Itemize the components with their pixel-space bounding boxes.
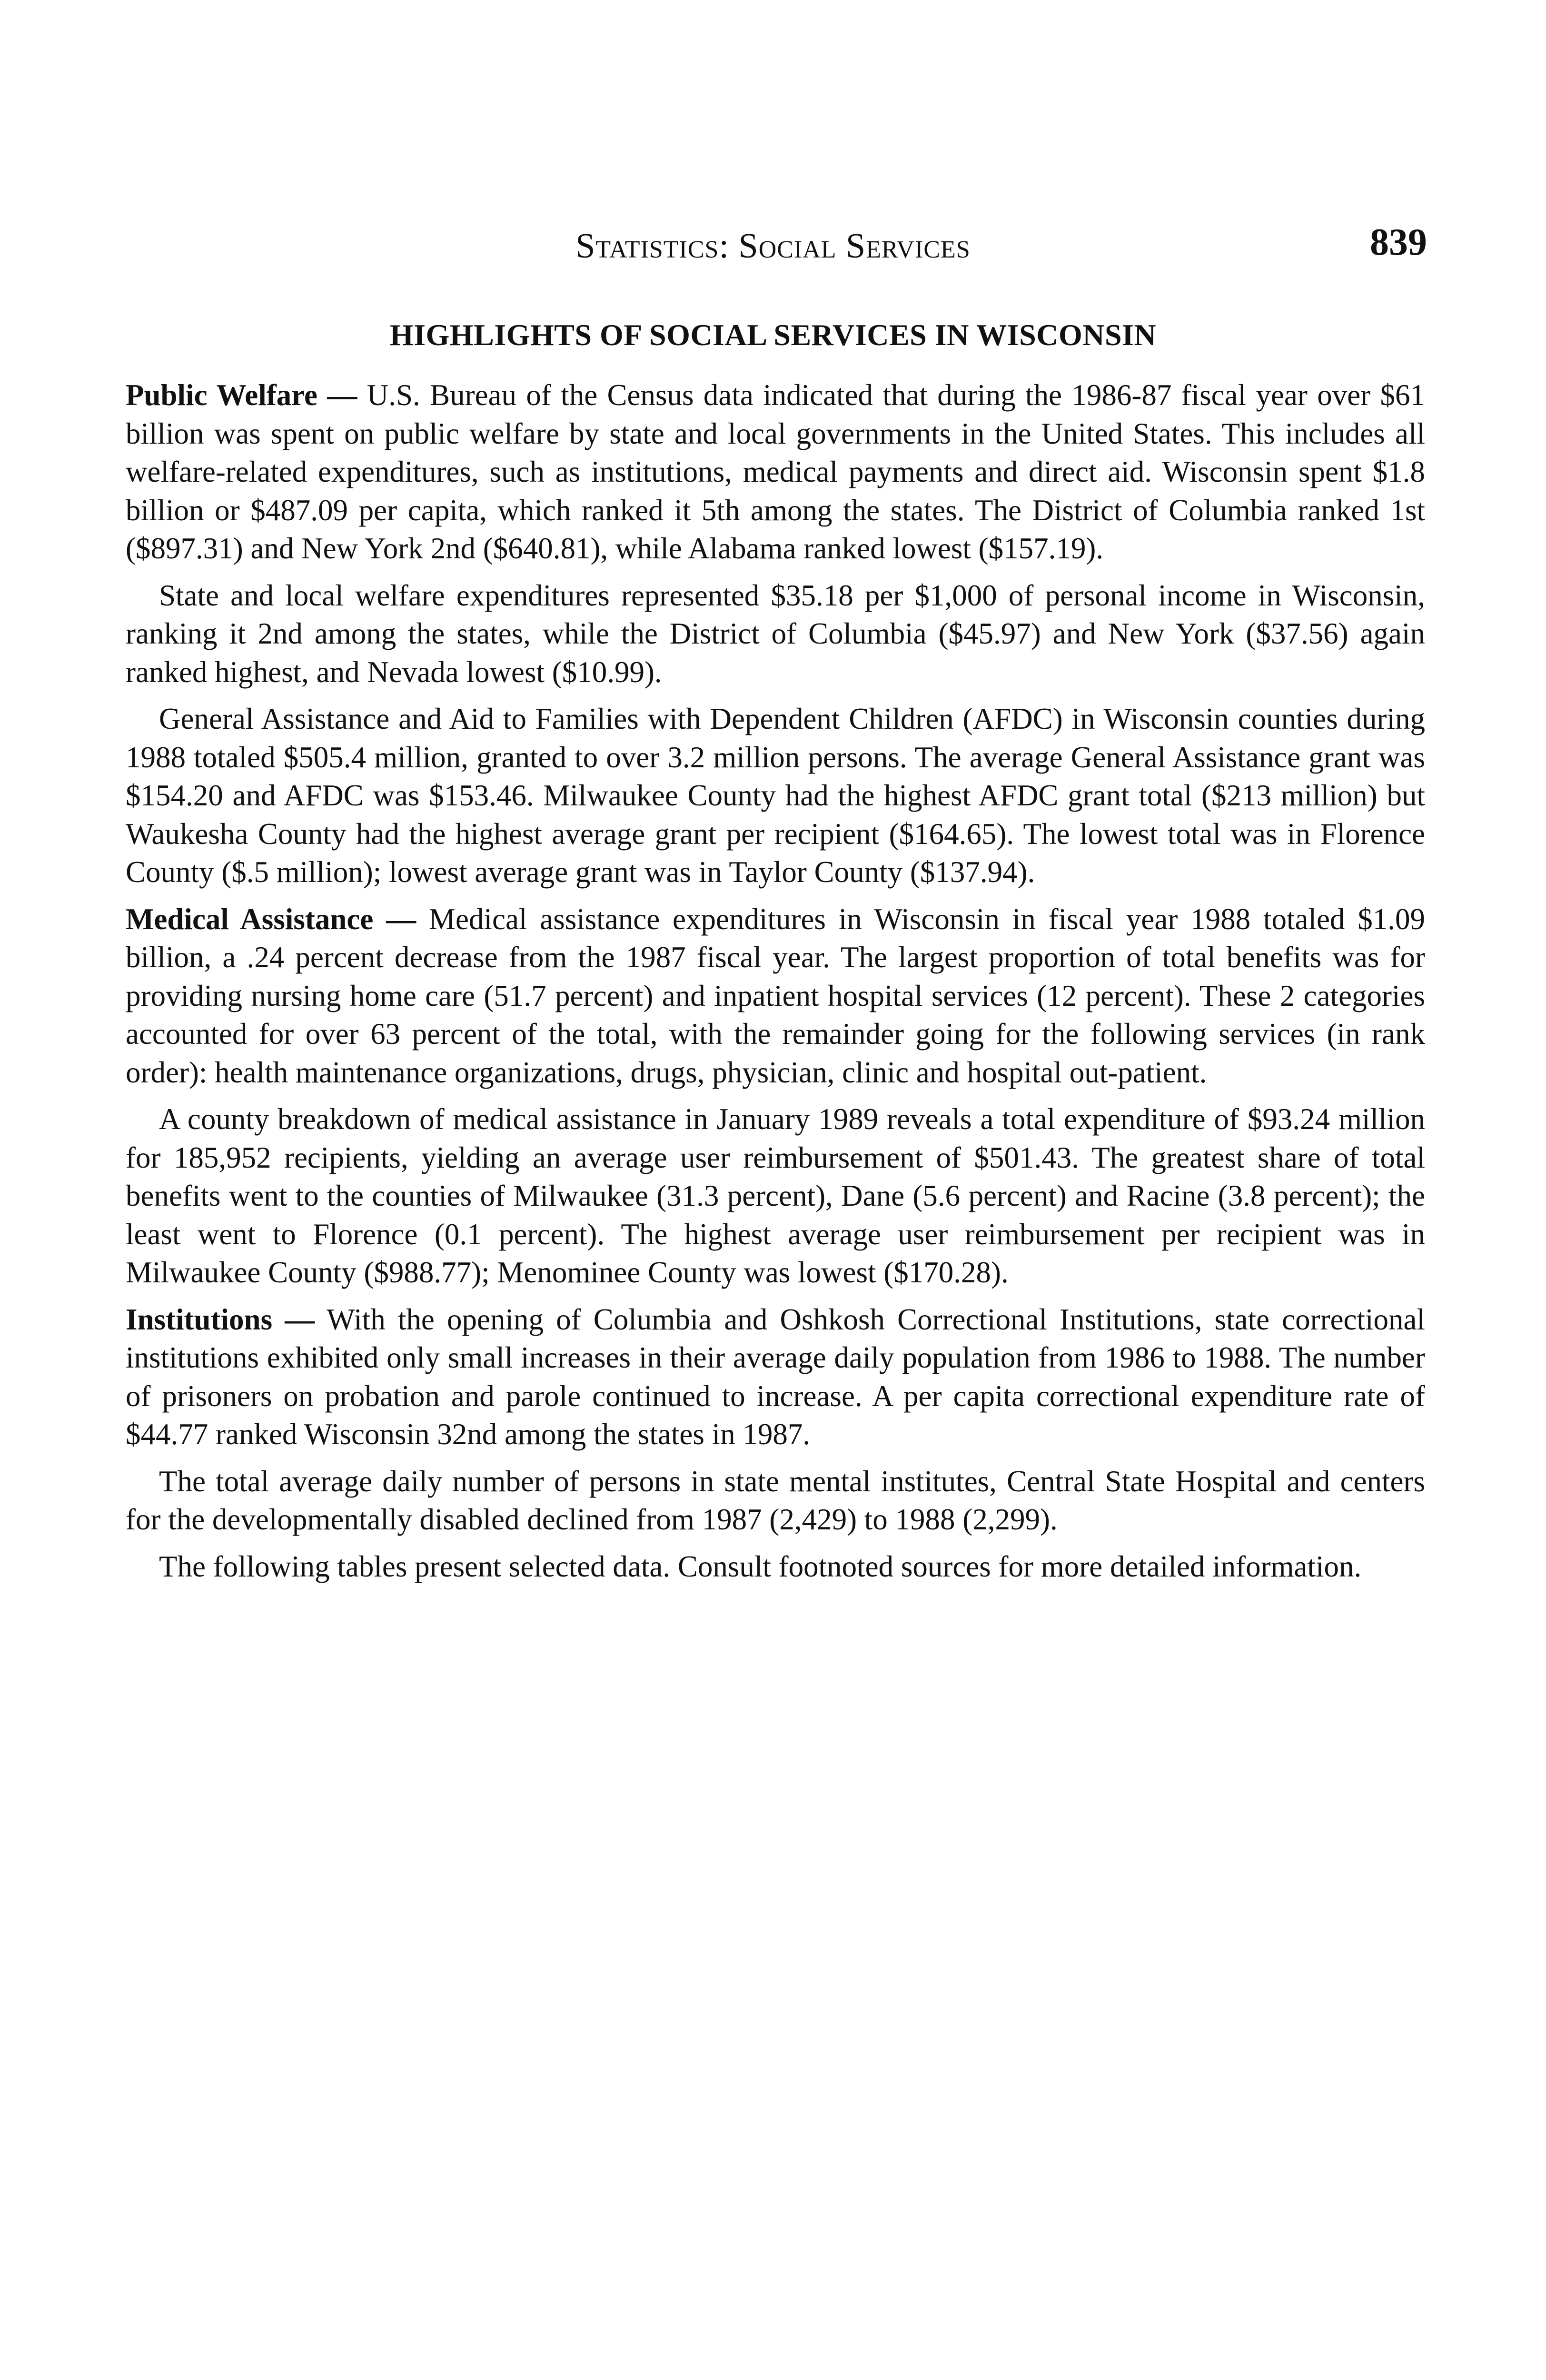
medical-assistance-paragraph-2: A county breakdown of medical assistance in January 1989 reveals a total expenditure of $93.24 million for 185,952 recipients, yielding an average user reimbursement of $501.43. The greatest share of total benefits went to the counties of Milwaukee (31.3 percent), Dane (5.6 percent) and Racine (3.8 percent); the least went to Florence (0.1 percent). The highest average user reimbursement per recipient was in Milwaukee County ($988.77); Menominee County was lowest ($170.28).: [126, 1102, 1425, 1289]
medical-assistance-paragraph-1: [126, 900, 1425, 1092]
institutions-paragraph-2: The total average daily number of persons in state mental institutes, Central State Hospital and centers for the developmentally disabled declined from 1987 (2,429) to 1988 (2,299).: [126, 1464, 1425, 1536]
paragraph-text: With the opening of Columbia and Oshkosh Correctional Institutions, state correctional institutions exhibited only small increases in their average daily population from 1986 to 1988. The number of prisoners on probation and parole continued to increase. A per capita correctional expenditure rate of $44.77 ranked Wisconsin 32nd among the states in 1987.: [126, 1302, 1425, 1451]
running-head: Statistics: Social Services: [575, 227, 971, 266]
public-welfare-paragraph-2: State and local welfare expenditures represented $35.18 per $1,000 of personal income in Wisconsin, ranking it 2nd among the states, while the District of Columbia ($45.97) and New York ($37.56) again ranked highest, and Nevada lowest ($10.99).: [126, 578, 1425, 689]
article-body: [126, 376, 1425, 1594]
institutions-paragraph-3: The following tables present selected data. Consult footnoted sources for more detailed information.: [159, 1549, 1362, 1583]
public-welfare-paragraph-3: General Assistance and Aid to Families with Dependent Children (AFDC) in Wisconsin counties during 1988 totaled $505.4 million, granted to over 3.2 million persons. The average General Assistance grant was $154.20 and AFDC was $153.46. Milwaukee County had the highest AFDC grant total ($213 million) but Waukesha County had the highest average grant per recipient ($164.65). The lowest total was in Florence County ($.5 million); lowest average grant was in Taylor County ($137.94).: [126, 702, 1425, 889]
public-welfare-paragraph-1: [126, 376, 1425, 568]
institutions-paragraph-1: [126, 1300, 1425, 1454]
paragraph-text: Medical assistance expenditures in Wisconsin in fiscal year 1988 totaled $1.09 billion, a .24 percent decrease from the 1987 fiscal year. The largest proportion of total benefits was for providing nursing home care (51.7 percent) and inpatient hospital services (12 percent). These 2 categories accounted for over 63 percent of the total, with the remainder going for the following services (in rank order): health maintenance organizations, drugs, physician, clinic and hospital out-patient.: [126, 902, 1426, 1089]
medical-assistance-heading: Medical Assistance —: [126, 902, 416, 936]
page-title: HIGHLIGHTS OF SOCIAL SERVICES IN WISCONSIN: [389, 318, 1157, 352]
page-number: 839: [1370, 221, 1427, 263]
public-welfare-heading: Public Welfare —: [126, 378, 357, 412]
paragraph-text: U.S. Bureau of the Census data indicated that during the 1986-87 fiscal year over $61 billion was spent on public welfare by state and local governments in the United States. This includes all welfare-related expenditures, such as institutions, medical payments and direct aid. Wisconsin spent $1.8 billion or $487.09 per capita, which ranked it 5th among the states. The District of Columbia ranked 1st ($897.31) and New York 2nd ($640.81), while Alabama ranked lowest ($157.19).: [126, 378, 1425, 565]
institutions-heading: Institutions —: [126, 1302, 315, 1336]
